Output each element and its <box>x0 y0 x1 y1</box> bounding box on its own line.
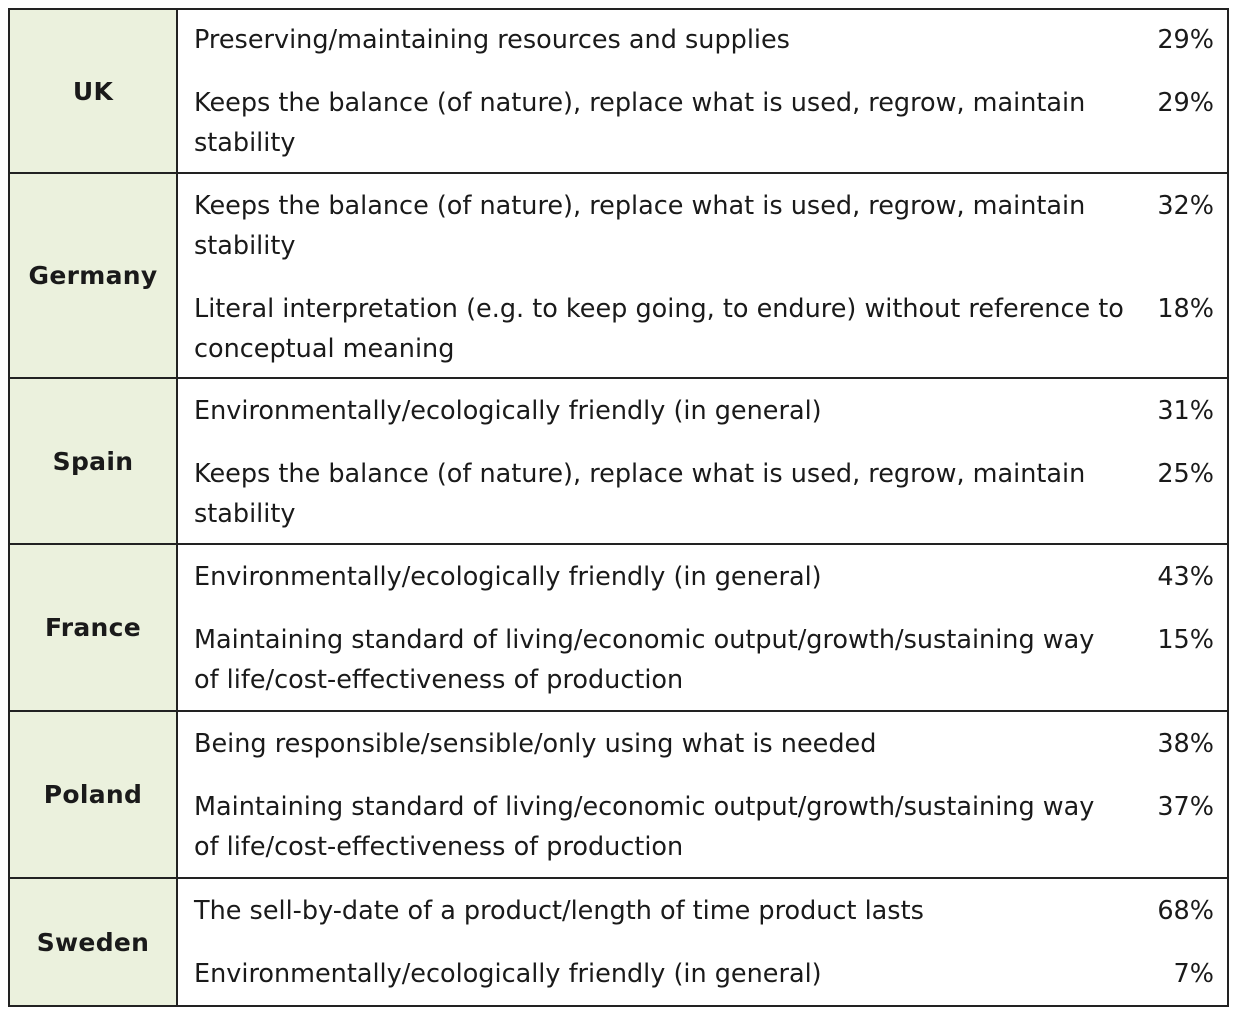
answer-percent: 15% <box>1157 625 1214 655</box>
table-row-france <box>9 544 1228 711</box>
answer-text: Environmentally/ecologically friendly (in general) <box>194 562 822 592</box>
answer-percent: 32% <box>1157 191 1214 221</box>
answers-cell <box>177 173 1228 378</box>
answer-text: The sell-by-date of a product/length of time product lasts <box>194 896 924 926</box>
answer-percent: 38% <box>1157 729 1214 759</box>
answers-cell <box>177 878 1228 1006</box>
answer-entry <box>178 454 1227 534</box>
answers-cell <box>177 544 1228 711</box>
table-row-poland <box>9 711 1228 878</box>
answer-text: Environmentally/ecologically friendly (in general) <box>194 396 822 426</box>
answer-entry <box>178 20 1227 60</box>
answer-percent: 43% <box>1157 562 1214 592</box>
answer-percent: 37% <box>1157 792 1214 822</box>
answer-percent: 31% <box>1157 396 1214 426</box>
answer-entry <box>178 83 1227 163</box>
answer-entry <box>178 557 1227 597</box>
table-row-spain <box>9 378 1228 544</box>
answers-cell <box>177 378 1228 544</box>
answer-entry <box>178 787 1227 867</box>
answer-percent: 18% <box>1157 294 1214 324</box>
answer-percent: 29% <box>1157 25 1214 55</box>
answer-entry <box>178 186 1227 266</box>
answer-text: Environmentally/ecologically friendly (in general) <box>194 959 822 989</box>
answer-entry <box>178 289 1227 369</box>
answer-entry <box>178 620 1227 700</box>
answer-text: Keeps the balance (of nature), replace what is used, regrow, maintain stability <box>194 191 1086 261</box>
country-cell: Spain <box>9 378 177 544</box>
country-cell: Sweden <box>9 878 177 1006</box>
country-cell: Germany <box>9 173 177 378</box>
answer-percent: 68% <box>1157 896 1214 926</box>
answer-percent: 7% <box>1173 959 1214 989</box>
answer-entry <box>178 391 1227 431</box>
answer-percent: 29% <box>1157 88 1214 118</box>
country-cell: UK <box>9 9 177 173</box>
answer-entry <box>178 954 1227 994</box>
country-cell: France <box>9 544 177 711</box>
answer-text: Preserving/maintaining resources and supplies <box>194 25 790 55</box>
answer-entry <box>178 724 1227 764</box>
answer-text: Keeps the balance (of nature), replace what is used, regrow, maintain stability <box>194 459 1086 529</box>
country-cell: Poland <box>9 711 177 878</box>
answers-cell <box>177 711 1228 878</box>
answer-percent: 25% <box>1157 459 1214 489</box>
answer-text: Literal interpretation (e.g. to keep going, to endure) without reference to conceptual meaning <box>194 294 1124 364</box>
answer-text: Maintaining standard of living/economic output/growth/sustaining way of life/cost-effectiveness of production <box>194 625 1095 695</box>
answer-text: Keeps the balance (of nature), replace what is used, regrow, maintain stability <box>194 88 1086 158</box>
answers-cell <box>177 9 1228 173</box>
table-row-uk <box>9 9 1228 173</box>
answer-text: Being responsible/sensible/only using what is needed <box>194 729 877 759</box>
answer-entry <box>178 891 1227 931</box>
country-interpretation-table <box>8 8 1229 1007</box>
answer-text: Maintaining standard of living/economic output/growth/sustaining way of life/cost-effectiveness of production <box>194 792 1095 862</box>
table-row-germany <box>9 173 1228 378</box>
table-row-sweden <box>9 878 1228 1006</box>
